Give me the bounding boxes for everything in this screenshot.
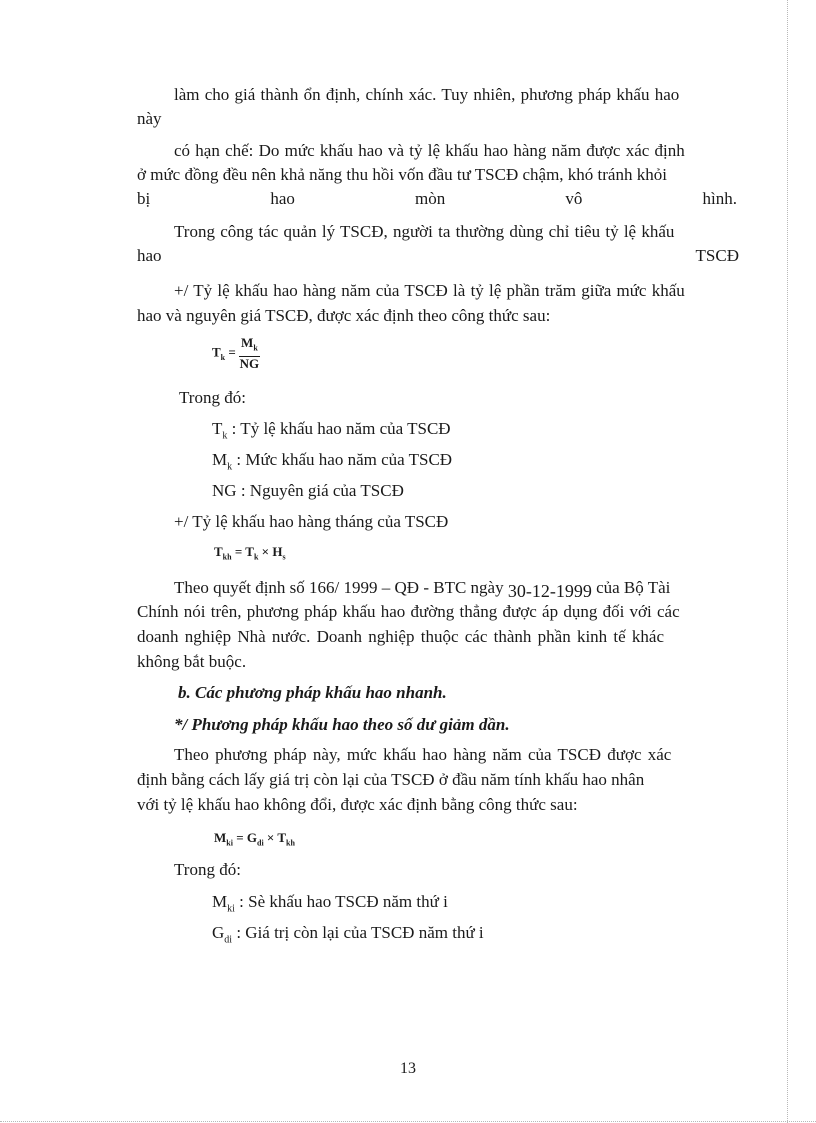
- text-line: Trong công tác quản lý TSCĐ, người ta thường dùng chỉ tiêu tỷ lệ khấu: [174, 222, 675, 241]
- text-line: ở mức đồng đều nên khả năng thu hồi vốn đầu tư TSCĐ chậm, khó tránh khỏi: [137, 165, 667, 184]
- text-line: +/ Tỷ lệ khấu hao hàng tháng của TSCĐ: [174, 512, 449, 531]
- word: TSCĐ: [695, 246, 739, 265]
- justified-line: [137, 188, 737, 210]
- definition-item: $G_{di}$ : Giá trị còn lại của TSCĐ năm thứ i: [212, 923, 484, 946]
- word: hao: [137, 246, 162, 265]
- text-line: có hạn chế: Do mức khấu hao và tỷ lệ khấu hao hàng năm được xác định: [174, 141, 685, 160]
- subsection-heading: */ Phương pháp khấu hao theo số dư giảm dần.: [174, 715, 510, 734]
- definition-item: [212, 480, 404, 502]
- text-segment: của Bộ Tài: [596, 578, 671, 597]
- text-line: doanh nghiệp Nhà nước. Doanh nghiệp thuộc các thành phần kinh tế khác: [137, 627, 665, 646]
- text-line: [174, 576, 670, 599]
- formula-tkh: $T_{kh} = T_k \times H_s$: [214, 544, 286, 562]
- definition-item: $T_k$ : Tỷ lệ khấu hao năm của TSCĐ: [212, 419, 451, 442]
- definition-item: $M_{ki}$ : Sè khấu hao TSCĐ năm thứ i: [212, 892, 448, 915]
- definition-symbol: G: [212, 923, 225, 942]
- text-segment: Theo quyết định số 166/ 1999 – QĐ - BTC ngày: [174, 578, 504, 597]
- text-line: Chính nói trên, phương pháp khấu hao đường thẳng được áp dụng đối với các: [137, 602, 680, 621]
- margin-guide-horizontal: [0, 1121, 816, 1122]
- margin-guide-vertical: [787, 0, 788, 1123]
- text-line: Trong đó:: [179, 388, 246, 407]
- text-line: Trong đó:: [174, 860, 241, 879]
- definition-text: : Nguyên giá của TSCĐ: [240, 481, 404, 500]
- text-line: Theo phương pháp này, mức khấu hao hàng năm của TSCĐ được xác: [174, 745, 672, 764]
- definition-text: : Tỷ lệ khấu hao năm của TSCĐ: [231, 419, 451, 438]
- formula-equals: =: [228, 344, 236, 360]
- text-line: +/ Tỷ lệ khấu hao hàng năm của TSCĐ là tỷ lệ phần trăm giữa mức khấu: [174, 281, 685, 300]
- word: vô: [565, 189, 583, 208]
- date-text: 30-12-1999: [507, 581, 592, 601]
- text-line: làm cho giá thành ổn định, chính xác. Tuy nhiên, phương pháp khấu hao: [174, 85, 680, 104]
- definition-symbol: T: [212, 419, 223, 438]
- text-line: định bằng cách lấy giá trị còn lại của TSCĐ ở đầu năm tính khấu hao nhân: [137, 770, 645, 789]
- text-line: không bắt buộc.: [137, 652, 247, 671]
- definition-item: $M_k$ : Mức khấu hao năm của TSCĐ: [212, 450, 453, 473]
- text-line: này: [137, 109, 162, 128]
- definition-text: : Sè khấu hao TSCĐ năm thứ i: [239, 892, 448, 911]
- formula-fraction: [239, 336, 260, 371]
- justified-line: [137, 245, 739, 267]
- word: hình.: [702, 189, 737, 208]
- word: mòn: [415, 189, 446, 208]
- text-line: với tỷ lệ khấu hao không đổi, được xác định bằng công thức sau:: [137, 795, 578, 814]
- text-line: hao và nguyên giá TSCĐ, được xác định theo công thức sau:: [137, 306, 551, 325]
- word: hao: [270, 189, 295, 208]
- word: bị: [137, 189, 151, 208]
- definition-text: : Mức khấu hao năm của TSCĐ: [236, 450, 453, 469]
- definition-symbol: NG: [212, 481, 237, 500]
- formula-tk: [212, 336, 260, 371]
- definition-text: : Giá trị còn lại của TSCĐ năm thứ i: [236, 923, 484, 942]
- formula-mki: $M_{ki} = G_{di} \times T_{kh}$: [214, 830, 295, 848]
- page-number: 13: [400, 1060, 416, 1077]
- fraction-denominator: NG: [239, 355, 260, 371]
- section-heading: b. Các phương pháp khấu hao nhanh.: [178, 683, 447, 702]
- definition-symbol: M: [212, 450, 228, 469]
- fraction-numerator: $M_k$: [239, 336, 260, 357]
- formula-symbol: T: [212, 344, 221, 360]
- definition-symbol: M: [212, 892, 228, 911]
- formula-subscript: k: [220, 352, 226, 362]
